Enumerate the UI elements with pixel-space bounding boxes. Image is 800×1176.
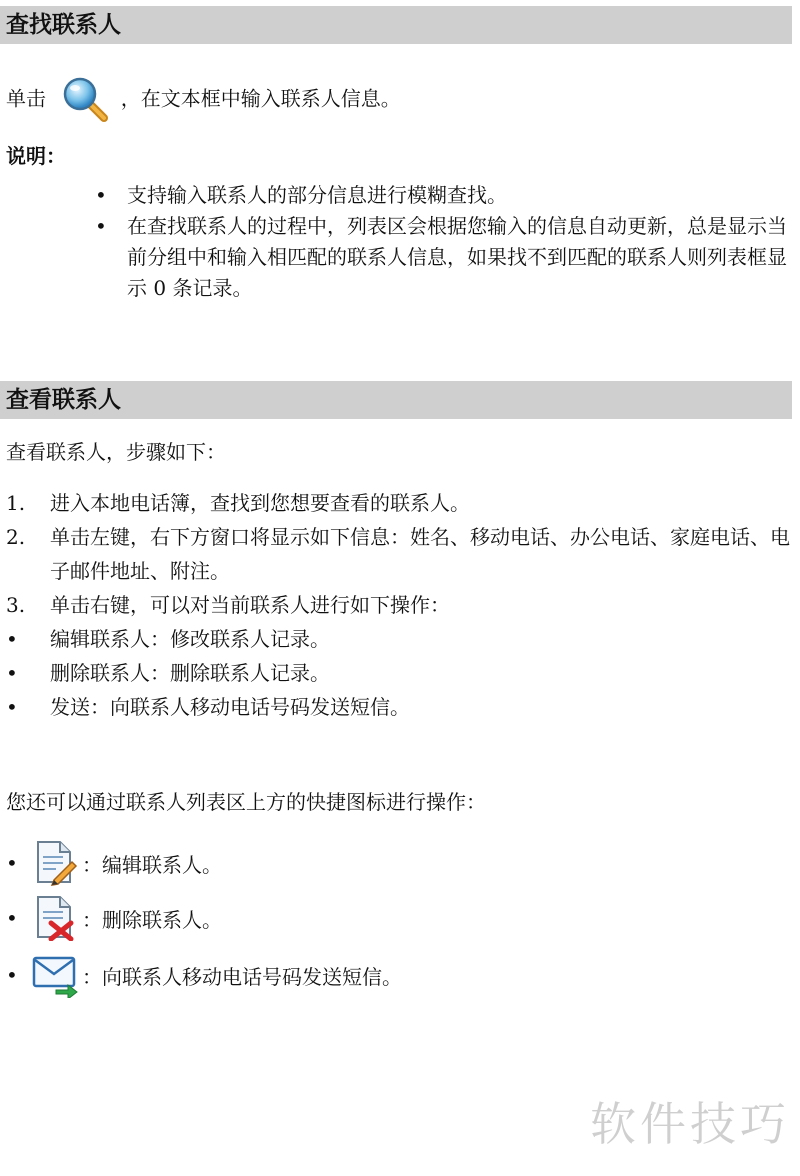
- step-text: 单击右键，可以对当前联系人进行如下操作：: [50, 593, 450, 617]
- step-number: 2.: [6, 525, 26, 549]
- step-text: 进入本地电话簿，查找到您想要查看的联系人。: [50, 491, 470, 515]
- bullet-dot: •: [6, 851, 18, 875]
- shortcut-edit-text: ：编辑联系人。: [82, 852, 222, 877]
- bullet-dot: •: [6, 906, 18, 930]
- view-steps-list: [6, 486, 796, 724]
- find-note-item: • 支持输入联系人的部分信息进行模糊查找。: [95, 180, 795, 211]
- step-item: [6, 622, 796, 656]
- step-bullet: •: [6, 695, 18, 719]
- find-intro-before: 单击: [6, 86, 46, 111]
- step-text: 删除联系人：删除联系人记录。: [50, 661, 330, 685]
- view-section-title: 查看联系人: [0, 381, 792, 419]
- bullet-dot: •: [6, 963, 18, 987]
- shortcut-send-text: ：向联系人移动电话号码发送短信。: [82, 964, 402, 989]
- step-item: [6, 520, 796, 588]
- delete-document-icon: [32, 895, 78, 941]
- step-number: 1.: [6, 491, 26, 515]
- step-item: [6, 690, 796, 724]
- shortcut-send-row: [6, 950, 402, 1000]
- shortcut-delete-row: [6, 893, 222, 943]
- find-section-title: 查找联系人: [0, 6, 792, 44]
- step-item: [6, 486, 796, 520]
- find-notes-list: [95, 180, 795, 304]
- find-intro: [6, 76, 401, 120]
- send-envelope-icon: [32, 952, 78, 998]
- step-item: [6, 656, 796, 690]
- edit-document-icon: [32, 840, 78, 886]
- search-magnifier-icon: [62, 76, 110, 124]
- view-intro: 查看联系人，步骤如下：: [6, 440, 226, 464]
- find-intro-after: ，在文本框中输入联系人信息。: [120, 86, 401, 111]
- step-text: 发送：向联系人移动电话号码发送短信。: [50, 695, 410, 719]
- step-text: 单击左键，右下方窗口将显示如下信息：姓名、移动电话、办公电话、家庭电话、电子邮件地址、附注。: [50, 525, 790, 583]
- shortcut-edit-row: [6, 838, 222, 888]
- step-item: [6, 588, 796, 622]
- step-bullet: •: [6, 661, 18, 685]
- step-text: 编辑联系人：修改联系人记录。: [50, 627, 330, 651]
- shortcut-delete-text: ：删除联系人。: [82, 907, 222, 932]
- step-number: 3.: [6, 593, 26, 617]
- step-bullet: •: [6, 627, 18, 651]
- find-note-item: • 在查找联系人的过程中，列表区会根据您输入的信息自动更新，总是显示当前分组中和输入相匹配的联系人信息，如果找不到匹配的联系人则列表框显示 0 条记录。: [95, 211, 795, 304]
- shortcut-intro: 您还可以通过联系人列表区上方的快捷图标进行操作：: [6, 790, 486, 814]
- watermark: 软件技巧: [590, 1097, 790, 1151]
- note-label: 说明：: [6, 144, 66, 168]
